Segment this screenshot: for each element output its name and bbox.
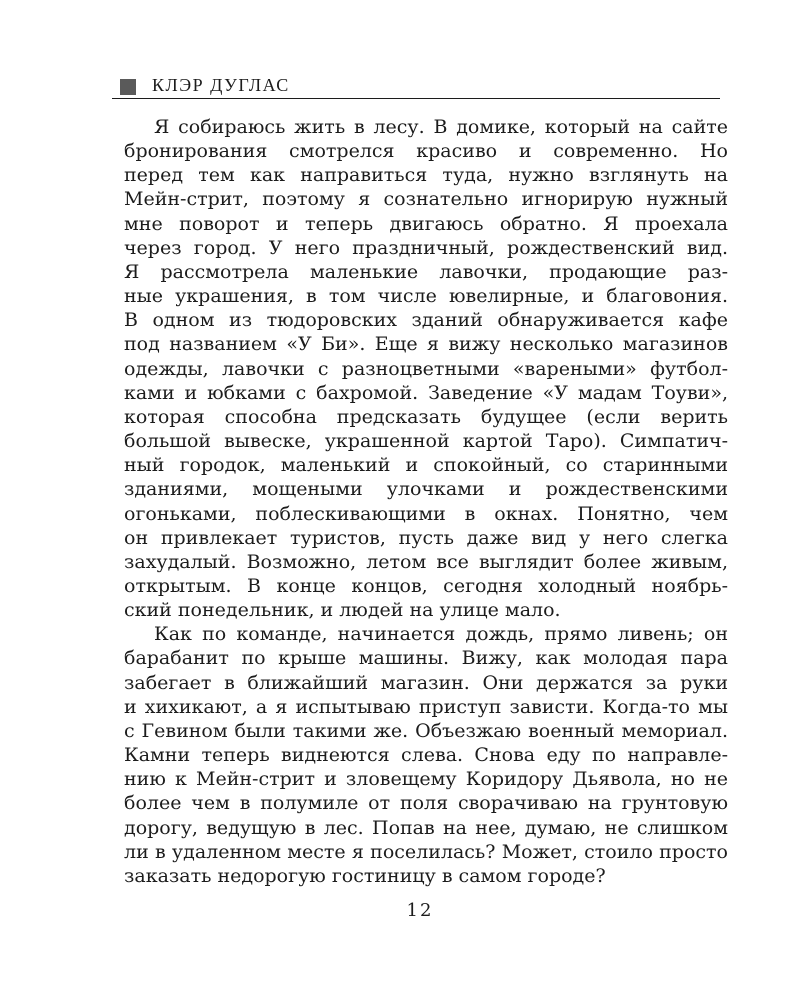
text-line: и хихикают, а я испытываю приступ зависти. Когда-то мы [124,695,728,718]
text-line: он привлекает туристов, пусть даже вид у него слегка [124,526,728,549]
text-line: с Гевином были такими же. Объезжаю военный мемориал. [124,719,728,742]
text-line: Мейн-стрит, поэтому я сознательно игнорирую нужный [124,188,728,211]
text-line: одежды, лавочки с разноцветными «вареными» футбол- [124,357,728,380]
text-line: огоньками, поблескивающими в окнах. Понятно, чем [124,502,728,525]
header-author: КЛЭР ДУГЛАС [152,75,290,95]
header-rule [112,98,720,99]
text-line: ли в удаленном месте я поселилась? Может, стоило просто [124,840,728,863]
text-line: под названием «У Би». Еще я вижу несколько магазинов [124,333,728,356]
text-line: В одном из тюдоровских зданий обнаруживается кафе [124,309,728,332]
text-line: Я собираюсь жить в лесу. В домике, который на сайте [154,116,728,138]
text-line: заказать недорогую гостиницу в самом городе? [124,864,606,887]
text-line: мне поворот и теперь двигаюсь обратно. Я проехала [124,212,728,235]
text-line: ками и юбками с бахромой. Заведение «У мадам Тоуви», [124,381,728,404]
text-line: открытым. В конце концов, сегодня холодный ноябрь- [124,574,728,597]
running-header [112,74,720,100]
header-square-marker [120,79,136,95]
text-line: большой вывеске, украшенной картой Таро). Симпатич- [124,430,728,453]
text-line: барабанит по крыше машины. Вижу, как молодая пара [124,647,728,670]
text-line: Я рассмотрела маленькие лавочки, продающие раз- [124,260,728,283]
page-number: 12 [406,900,434,921]
text-line: забегает в ближайший магазин. Они держатся за руки [124,671,728,694]
text-line: Как по команде, начинается дождь, прямо ливень; он [154,623,728,646]
text-line: ный городок, маленький и спокойный, со старинными [124,454,728,477]
text-line: захудалый. Возможно, летом все выглядит более живым, [124,550,728,573]
text-line: ский понедельник, и людей на улице мало. [124,599,561,622]
body-text [124,115,728,888]
text-line: дорогу, ведущую в лес. Попав на нее, думаю, не слишком [124,816,728,839]
text-line: нию к Мейн-стрит и зловещему Коридору Дьявола, но не [124,768,728,791]
text-line: Камни теперь виднеются слева. Снова еду по направле- [124,744,728,767]
text-line: ные украшения, в том числе ювелирные, и благовония. [124,285,728,308]
text-line: более чем в полумиле от поля сворачиваю на грунтовую [124,792,728,815]
text-line: бронирования смотрелся красиво и современно. Но [124,140,728,163]
text-line: через город. У него праздничный, рождественский вид. [124,236,728,259]
text-line: зданиями, мощеными улочками и рождественскими [124,478,728,501]
text-line: перед тем как направиться туда, нужно взглянуть на [124,164,728,187]
text-line: которая способна предсказать будущее (если верить [124,405,728,428]
